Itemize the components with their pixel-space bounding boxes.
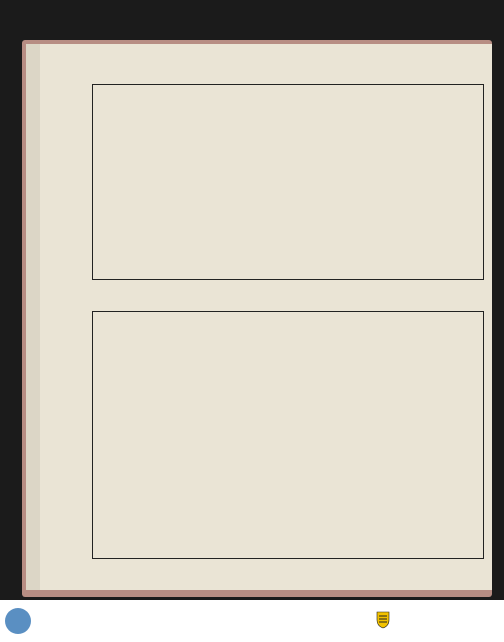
blb-logo — [5, 608, 31, 634]
top-table — [92, 84, 484, 280]
footer-bar — [0, 600, 504, 642]
coat-of-arms-icon — [376, 611, 390, 629]
page-edge — [26, 44, 41, 590]
bottom-table — [92, 311, 484, 559]
